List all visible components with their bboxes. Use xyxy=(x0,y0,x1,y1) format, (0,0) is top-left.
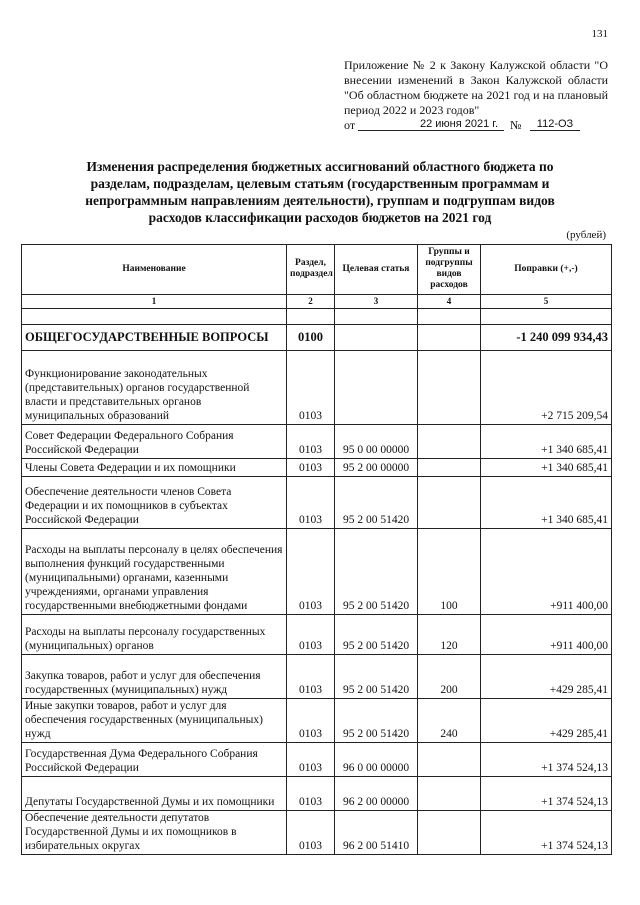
header-name: Наименование xyxy=(22,245,287,295)
row-target-code: 95 0 00 00000 xyxy=(335,425,418,459)
row-target-code: 95 2 00 51420 xyxy=(335,477,418,529)
row-section-code: 0103 xyxy=(287,777,335,811)
header-amount: Поправки (+,-) xyxy=(481,245,612,295)
table-row xyxy=(22,351,612,425)
row-amount: +911 400,00 xyxy=(481,615,612,655)
row-target-code: 95 2 00 51420 xyxy=(335,615,418,655)
row-section-code: 0103 xyxy=(287,811,335,855)
row-section-code: 0103 xyxy=(287,529,335,615)
appendix-text: Приложение № 2 к Закону Калужской области "О внесении изменений в Закон Калужской области "Об областном бюджете на 2021 год и на плановый период 2022 и 2023 годов" xyxy=(344,58,608,117)
table-row xyxy=(22,615,612,655)
row-name: Члены Совета Федерации и их помощники xyxy=(22,459,287,477)
row-group-code: 240 xyxy=(418,699,481,743)
row-group-code xyxy=(418,811,481,855)
row-amount: +1 374 524,13 xyxy=(481,777,612,811)
table-row xyxy=(22,655,612,699)
row-target-code: 95 2 00 51420 xyxy=(335,529,418,615)
row-section-code: 0103 xyxy=(287,351,335,425)
row-group-code xyxy=(418,425,481,459)
row-target-code: 95 2 00 00000 xyxy=(335,459,418,477)
row-group-code xyxy=(418,351,481,425)
table-header-row xyxy=(22,245,612,295)
row-group-code xyxy=(418,743,481,777)
table-row xyxy=(22,743,612,777)
currency-unit: (рублей) xyxy=(566,229,606,241)
column-number: 5 xyxy=(481,295,612,309)
row-group-code: 120 xyxy=(418,615,481,655)
table-row xyxy=(22,425,612,459)
column-number: 4 xyxy=(418,295,481,309)
row-group-code xyxy=(418,477,481,529)
appendix-note xyxy=(344,58,608,118)
row-amount: +1 374 524,13 xyxy=(481,743,612,777)
row-target-code xyxy=(335,325,418,351)
law-signature-line xyxy=(344,118,614,134)
row-target-code: 95 2 00 51420 xyxy=(335,699,418,743)
row-group-code xyxy=(418,777,481,811)
row-name: Иные закупки товаров, работ и услуг для обеспечения государственных (муниципальных) нужд xyxy=(22,699,287,743)
column-number: 1 xyxy=(22,295,287,309)
spacer-row xyxy=(22,309,612,325)
row-amount: +1 340 685,41 xyxy=(481,477,612,529)
budget-table xyxy=(21,244,612,855)
row-amount: +429 285,41 xyxy=(481,699,612,743)
table-row xyxy=(22,477,612,529)
header-group: Группы и подгруппы видов расходов xyxy=(418,245,481,295)
row-name: Государственная Дума Федерального Собрания Российской Федерации xyxy=(22,743,287,777)
row-name: Расходы на выплаты персоналу государственных (муниципальных) органов xyxy=(22,615,287,655)
header-section: Раздел, подраздел xyxy=(287,245,335,295)
table-row xyxy=(22,811,612,855)
law-number: 112-ОЗ xyxy=(530,118,580,131)
row-group-code xyxy=(418,325,481,351)
row-target-code: 95 2 00 51420 xyxy=(335,655,418,699)
row-name: Депутаты Государственной Думы и их помощники xyxy=(22,777,287,811)
row-name: Обеспечение деятельности депутатов Государственной Думы и их помощников в избирательных округах xyxy=(22,811,287,855)
row-section-code: 0103 xyxy=(287,477,335,529)
row-section-code: 0103 xyxy=(287,655,335,699)
page-number: 131 xyxy=(591,28,608,40)
row-name: Закупка товаров, работ и услуг для обеспечения государственных (муниципальных) нужд xyxy=(22,655,287,699)
table-row xyxy=(22,699,612,743)
row-amount: +2 715 209,54 xyxy=(481,351,612,425)
number-label: № xyxy=(510,118,522,132)
row-amount: +1 374 524,13 xyxy=(481,811,612,855)
row-group-code: 100 xyxy=(418,529,481,615)
row-target-code: 96 0 00 00000 xyxy=(335,743,418,777)
row-group-code xyxy=(418,459,481,477)
row-section-code: 0103 xyxy=(287,425,335,459)
row-section-code: 0100 xyxy=(287,325,335,351)
table-row xyxy=(22,325,612,351)
row-group-code: 200 xyxy=(418,655,481,699)
table-row xyxy=(22,777,612,811)
row-name: Расходы на выплаты персоналу в целях обеспечения выполнения функций государственными (муниципальными) органами, казенными учреждениями, органами управления государственными внебюджетными фондами xyxy=(22,529,287,615)
row-section-code: 0103 xyxy=(287,459,335,477)
document-title: Изменения распределения бюджетных ассигнований областного бюджета по разделам, подразделам, целевым статьям (государственным программам и непрограммным направлениям деятельности), группам и подгруппам видов расходов классификации расходов бюджетов на 2021 год xyxy=(85,159,555,225)
row-amount: -1 240 099 934,43 xyxy=(481,325,612,351)
column-number: 2 xyxy=(287,295,335,309)
row-amount: +1 340 685,41 xyxy=(481,425,612,459)
row-name: Обеспечение деятельности членов Совета Федерации и их помощников в субъектах Российской Федерации xyxy=(22,477,287,529)
row-name: Функционирование законодательных (представительных) органов государственной власти и представительных органов муниципальных образований xyxy=(22,351,287,425)
row-target-code: 96 2 00 00000 xyxy=(335,777,418,811)
date-label: от xyxy=(344,118,356,132)
row-section-code: 0103 xyxy=(287,699,335,743)
column-number-row xyxy=(22,295,612,309)
table-row xyxy=(22,459,612,477)
row-target-code: 96 2 00 51410 xyxy=(335,811,418,855)
column-number: 3 xyxy=(335,295,418,309)
row-section-code: 0103 xyxy=(287,743,335,777)
table-row xyxy=(22,529,612,615)
row-section-code: 0103 xyxy=(287,615,335,655)
row-name: ОБЩЕГОСУДАРСТВЕННЫЕ ВОПРОСЫ xyxy=(22,325,287,351)
row-amount: +429 285,41 xyxy=(481,655,612,699)
law-date: 22 июня 2021 г. xyxy=(358,118,504,131)
header-target: Целевая статья xyxy=(335,245,418,295)
row-name: Совет Федерации Федерального Собрания Российской Федерации xyxy=(22,425,287,459)
row-amount: +911 400,00 xyxy=(481,529,612,615)
row-amount: +1 340 685,41 xyxy=(481,459,612,477)
row-target-code xyxy=(335,351,418,425)
